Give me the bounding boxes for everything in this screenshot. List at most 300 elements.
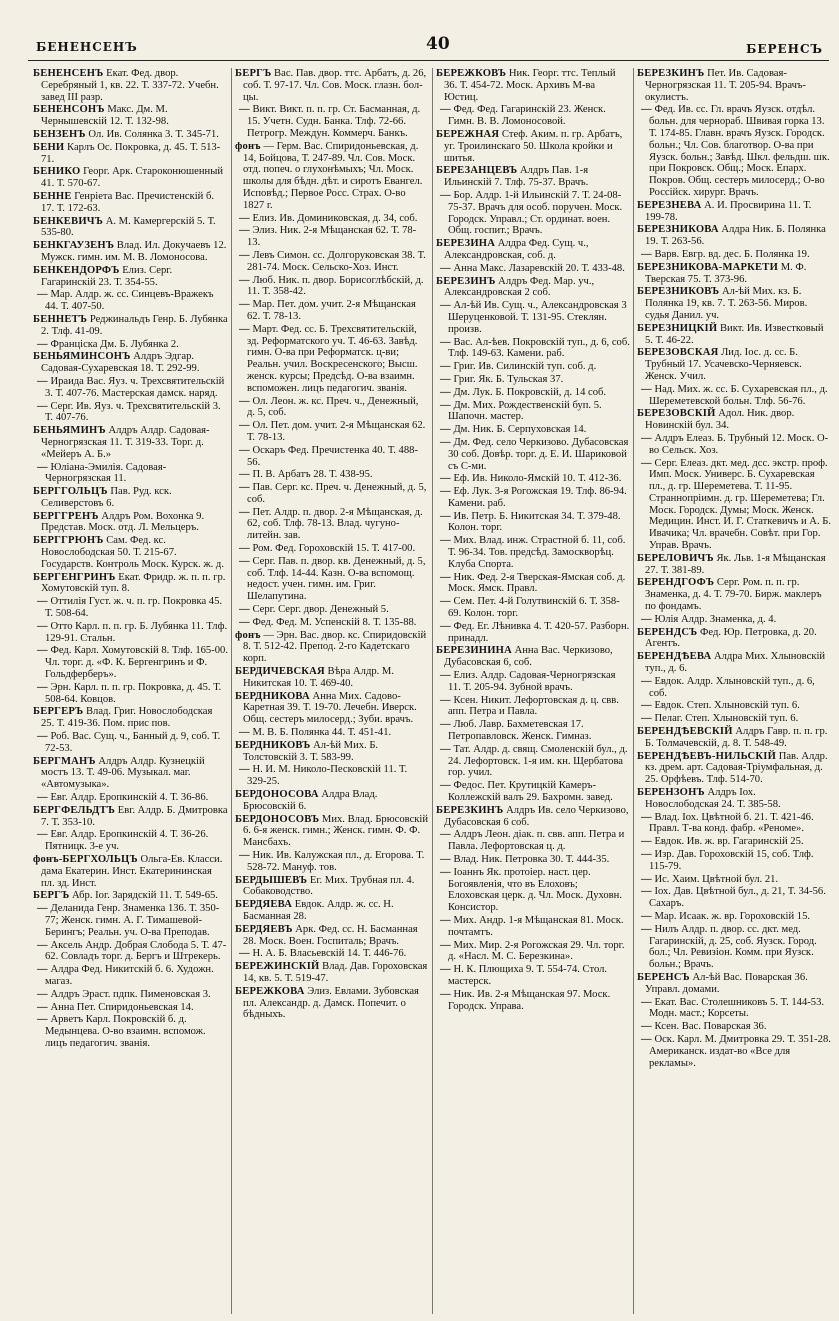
entry-details: Вас. Пав. двор. ттс. Арбатъ, д. 26, соб. Т. 97-17. Чл. Сов. Моск. глазн. бол-цы. [243,68,427,103]
directory-entry [637,627,831,651]
directory-entry [637,972,831,996]
directory-entry [637,911,831,923]
directory-entry [235,68,429,103]
entry-surname: — [239,395,250,407]
entry-surname: — [239,850,250,861]
entry-surname: БЕРГГРЕНЪ [33,510,99,522]
entry-surname: БЕРЕЗИНИНА [436,645,512,657]
entry-surname: — [440,486,451,498]
directory-entry [235,740,429,764]
entry-details: Н. А. Б. Власьевскій 14. Т. 446-76. [252,948,407,960]
entry-surname: — [641,849,652,860]
entry-details: Алдра Ник. Б. Полянка 19. Т. 263-56. [645,224,826,248]
directory-entry [33,792,228,804]
entry-surname: БЕРГЕНГРИНЪ [33,571,116,583]
entry-surname: — [239,420,250,432]
directory-entry [33,142,228,166]
entry-details: Пет. Ив. Садовая-Черногрязская 11. Т. 205-94. Врачъ-окулистъ. [645,68,806,103]
entry-surname: — [239,212,250,224]
entry-surname: — [641,910,652,922]
entry-surname: БЕРЕЗНИКОВЪ [637,286,720,298]
directory-entry [436,719,630,743]
entry-surname: — [440,743,451,755]
directory-entry [235,899,429,923]
entry-details: Арк. Фед. сс. Н. Басманная 28. Моск. Воен. Госпиталь; Врачъ. [243,923,418,947]
entry-surname: — [239,948,250,960]
directory-entry [637,713,831,725]
entry-details: Влад. Іох. Цвѣтной б. 21. Т. 421-46. Правл. Т-ва конд. фабр. «Реноме». [649,811,814,835]
directory-entry [235,104,429,139]
entry-surname: — [641,713,652,725]
directory-entry [637,553,831,577]
entry-surname: — [440,104,451,116]
entry-surname: — [641,1033,652,1045]
entry-details: Адол. Ник. двор. Новинскій бул. 34. [645,408,795,432]
entry-details: М. Ф. Тверская 75. Т. 373-96. [645,261,807,285]
entry-details: Юліана-Эмилія. Садовая-Черногрязская 11. [45,461,167,485]
entry-details: Карлъ Ос. Покровка, д. 45. Т. 513-71. [41,141,221,165]
entry-surname: — [440,620,451,632]
directory-entry [235,924,429,948]
page-header [28,30,829,64]
entry-surname: — [37,596,48,608]
entry-details: Алдра Фед. Никитскій б. 6. Художн. магаз. [45,964,214,987]
directory-entry [235,275,429,299]
entry-surname: — [239,543,250,555]
directory-entry [33,104,228,128]
directory-entry [235,482,429,506]
entry-details: Мих. Мир. 2-я Рогожская 29. Чл. торг. д. «Насл. М. С. Березкина». [448,939,625,963]
directory-entry [33,265,228,289]
entry-surname: — [440,670,451,682]
directory-entry [436,695,630,719]
entry-details: Левъ Симон. сс. Долгоруковская 38. Т. 281-74. Моск. Сельско-Хоз. Инст. [247,249,426,273]
entry-details: Фед. Ег. Лѣнивка 4. Т. 420-57. Разборн. принадл. [448,620,630,644]
entry-surname: БЕРДНИКОВЪ [235,739,311,751]
directory-entry [235,764,429,788]
directory-entry [33,682,228,706]
entry-details: Тат. Алдр. д. свящ. Смоленскій бул., д. 24. Лефортовск. 1-я им. кн. Щербатова гор. учил. [448,743,628,779]
entry-surname: БЕРЕЛОВИЧЪ [637,552,714,564]
header-rule [28,60,829,61]
directory-entry [436,511,630,535]
entry-surname: БЕНЬЯМИНЪ [33,425,106,437]
entry-details: Над. Мих. ж. сс. Б. Сухаревская пл., д. Шереметевской больн. Тлф. 56-76. [649,383,828,407]
directory-entry [33,854,228,889]
directory-entry [436,424,630,436]
directory-column-4 [633,68,834,1314]
entry-details: Нилъ Алдр. п. двор. сс. дкт. мед. Гагаринскій, д. 25, соб. Яузск. Город. бол.; Чл. Ревизіон. Комм. при Яузск. больн.; Врачъ. [649,923,817,971]
directory-entry [33,940,228,964]
directory-entry [436,437,630,472]
directory-entry [637,68,831,103]
entry-details: Серг. Серг. двор. Денежный 5. [252,604,389,616]
entry-surname: БЕРЕЗКИНЪ [436,804,504,816]
directory-entry [33,621,228,645]
entry-surname: — [239,299,250,311]
entry-details: Евдок. Степ. Хлыновскій туп. 6. [654,700,800,712]
entry-surname: — [440,510,451,522]
entry-surname: БЕННЕ [33,190,72,202]
directory-entry [33,129,228,141]
entry-surname: БЕРДОНОСОВА [235,789,319,801]
directory-entry [436,621,630,645]
entry-surname: — [641,996,652,1008]
entry-surname: — [440,719,451,731]
entry-details: Еф. Лук. 3-я Рогожская 19. Тлф. 86-94. Камени. раб. [448,486,627,509]
entry-details: Элиз. Евлами. Зубовская пл. Александр. д. Дамск. Попечит. о бѣдныхъ. [243,985,419,1021]
entry-details: Элиз. Ник. 2-я Мѣщанская 62. Т. 78-13. [247,225,417,249]
directory-entry [637,1034,831,1069]
entry-surname: БЕРГГРЮНЪ [33,535,104,547]
entry-surname: — [440,300,451,312]
directory-entry [235,396,429,420]
entry-details: Як. Льв. 1-я Мѣщанская 27. Т. 381-89. [645,552,826,576]
directory-entry [637,924,831,971]
entry-details: Алдръ Эдгар. Садовая-Сухаревская 18. Т. 292-99. [41,351,200,375]
entry-details: Екат. Фридр. ж. п. п. гр. Хомутовскій туп. 8. [41,571,226,595]
entry-surname: — [641,675,652,687]
entry-surname: — [37,1001,48,1013]
entry-details: Мар. Пет. дом. учит. 2-я Мѣщанская 62. Т. 78-13. [247,299,416,322]
directory-entry [436,535,630,570]
directory-entry [637,458,831,552]
entry-surname: — [440,424,451,436]
entry-surname: — [440,780,451,792]
entry-details: Ираида Вас. Яуз. ч. Трехсвятительскій 3. Т. 407-76. Мастерская дамск. наряд. [45,375,225,399]
entry-details: Оскаръ Фед. Пречистенка 40. Т. 488-56. [247,444,418,468]
entry-details: Алдра Мих. Хлыновскій туп., д. 6. [645,651,826,675]
directory-entry [235,420,429,444]
directory-entry [436,780,630,804]
entry-surname: — [239,225,250,237]
entry-surname: БЕРЕЗИНА [436,238,496,250]
entry-surname: — [440,596,451,608]
entry-details: П. В. Арбатъ 28. Т. 438-95. [252,469,373,481]
directory-entry [637,262,831,286]
entry-details: Ал-ѣй Ив. Сущ. ч., Александровская 3 Шеруценковой. Т. 131-95. Стеклян. произв. [448,300,627,335]
entry-details: Оск. Карл. М. Дмитровка 29. Т. 351-28. Американск. издат-во «Все для рекламы». [649,1033,831,1069]
directory-entry [436,374,630,386]
entry-details: Іоаннъ Як. протоіер. наст. цер. Богоявленія, что въ Елоховъ; Елоховская церк. д. Чл. Моск. Духовн. Консистор. [448,866,622,914]
directory-entry [33,989,228,1001]
entry-details: — Эрн. Вас. двор. кс. Спиридовскій 8. Т. 512-42. Препод. 2-го Кадетскаго корп. [243,629,427,665]
entry-details: Серг. Елеаз. дкт. мед. дсс. экстр. проф. Имп. Моск. Универс. Б. Сухаревская пл., д. гр. Шереметева. Т. 11-95. Страннопріимн. д. гр. Шереметева; Гл. Моск. Городск. Думы; Моск. Женск. Медицин. Инст. И. Г. Статкевичъ и А. Б. Ивачика; Чл. врачебн. Совѣт. при Гор. Управ. Врачъ. [649,457,831,552]
directory-entry [436,238,630,262]
entry-surname: — [440,386,451,398]
directory-entry [637,676,831,700]
entry-surname: — [239,482,250,494]
entry-surname: БЕРГГОЛЬЦЪ [33,486,108,498]
directory-columns [30,68,834,1314]
directory-entry [33,191,228,215]
entry-details: Екат. Фед. двор. Серебряный 1, кв. 22. Т. 337-72. Учебн. завед III разр. [41,68,219,103]
entry-details: Влад. Ник. Петровка 30. Т. 444-35. [453,854,610,865]
entry-details: Пелаг. Степ. Хлыновскій туп. 6. [654,713,799,725]
directory-entry [436,940,630,964]
entry-details: Мих. Влад. инж. Страстной б. 11, соб. Т. 96-34. Тов. предсѣд. Замоскворѣц. Клуба Спорта. [448,535,626,570]
entry-surname: — [440,866,451,878]
directory-entry [637,812,831,836]
directory-entry [33,216,228,240]
entry-surname: — [641,248,652,260]
directory-entry [436,854,630,866]
directory-entry [637,577,831,612]
entry-details: Ол. Ив. Солянка 3. Т. 345-71. [88,128,219,140]
entry-surname: — [641,700,652,712]
entry-surname: БЕРЕНДѢЕВЪ-НИЛЬСКІЙ [637,750,777,762]
directory-entry [436,276,630,300]
entry-details: Сам. Фед. кс. Новослободская 50. Т. 215-67. Государств. Контроль Моск. Курск. ж. д. [41,535,224,570]
entry-surname: — [641,886,652,898]
entry-details: Федос. Пет. Крутицкій Камеръ-Коллежскій валъ 29. Бахромн. завед. [448,780,613,804]
directory-entry [235,948,429,960]
entry-surname: БЕРГЕРЪ [33,706,84,718]
directory-entry [33,645,228,680]
directory-entry [436,486,630,510]
directory-entry [235,617,429,629]
entry-surname: БЕРДНИКОВА [235,690,310,702]
directory-entry [235,507,429,542]
entry-surname: — [239,104,250,116]
entry-details: Дм. Мих. Рождественскій буп. 5. Шапочн. мастер. [448,399,602,423]
entry-surname: — [641,383,652,395]
entry-surname: — [37,681,48,693]
entry-surname: БЕРЕЗКИНЪ [637,68,705,79]
entry-details: Пет. Алдр. п. двор. 2-я Мѣщанская, д. 62, соб. Тлф. 78-13. Влад. чугуно-литейн. зав. [247,506,423,542]
entry-surname: БЕРЕНДСЪ [637,626,698,638]
directory-entry [33,964,228,988]
directory-entry [436,473,630,485]
entry-surname: — [37,964,48,976]
directory-entry [436,645,630,669]
entry-surname: БЕРГМАНЪ [33,755,96,767]
entry-details: Алдръ Ив. село Черкизово, Дубасовская 6 соб. [444,804,629,828]
entry-details: Францiска Дм. Б. Лубянка 2. [50,338,179,350]
entry-surname: — [239,249,250,261]
entry-surname: БЕРЕЗОВСКАЯ [637,347,719,359]
directory-entry [436,337,630,361]
entry-details: Анна Пет. Спиридоньевская 14. [50,1001,194,1013]
directory-entry [33,351,228,375]
entry-surname: БЕРЕЖНАЯ [436,128,500,140]
entry-surname: — [440,189,451,201]
entry-surname: БЕРГЪ [33,890,70,902]
entry-surname: — [37,461,48,473]
directory-entry [235,543,429,555]
entry-surname: — [440,473,451,485]
entry-surname: — [440,361,451,373]
entry-surname: БЕРЕЗНИКОВА-МАРКЕТИ [637,261,779,273]
entry-details: Алдръ Алдр. Кузнецкій мостъ 13. Т. 49-06. Музыкал. маг. «Автомузыка». [41,755,205,791]
entry-surname: — [440,571,451,583]
entry-details: Екат. Вас. Столешниковъ 5. Т. 144-53. Модн. маст.; Корсеты. [649,996,825,1020]
entry-surname: — [440,914,451,926]
directory-entry [436,361,630,373]
entry-details: Ис. Хаим. Цвѣтной бул. 21. [654,873,779,885]
entry-details: Эрн. Карл. п. п. гр. Покровка, д. 45. Т. 508-64. Ковцов. [45,681,222,705]
entry-details: Варв. Евгр. вд. дес. Б. Полянка 19. [654,248,810,260]
entry-details: Ник. Ив. Калужская пл., д. Егорова. Т. 528-72. Мануф. тов. [247,850,425,873]
entry-details: А. И. Просвирина 11. Т. 199-78. [645,199,812,223]
entry-details: Евг. Алдр. Б. Дмитровка 7. Т. 353-10. [41,804,228,828]
entry-surname: — [440,939,451,951]
entry-details: А. М. Камергерскій 5. Т. 535-80. [41,215,216,239]
directory-entry [637,787,831,811]
entry-surname: — [37,903,48,915]
entry-surname: БЕНКЕВИЧЪ [33,215,104,227]
running-head-left: БЕНЕНСЕНЪ [36,40,138,54]
entry-details: Мар. Алдр. ж. сс. Синцевъ-Вражекъ 44. Т. 407-50. [45,289,214,313]
directory-entry [436,915,630,939]
entry-details: Евдок. Алдр. Хлыновскій туп., д. 6, соб. [649,675,815,699]
entry-details: Влад. Ил. Докучаевъ 12. Мужск. гимн. им. М. В. Ломоносова. [41,240,227,263]
entry-details: Арветъ Карл. Покровскій б. д. Медынцева. О-во взаимн. вспомож. лицъ педагогич. званія. [45,1014,206,1049]
entry-details: Ег. Мих. Трубная пл. 4. Собаководство. [243,874,415,898]
entry-details: Викт. Викт. п. п. гр. Ст. Басманная, д. 15. Учетн. Судн. Банка. Тлф. 72-66. Петрогр. Междун. Коммерч. Банкъ. [247,104,421,139]
directory-entry [235,789,429,813]
entry-surname: — [440,373,451,385]
entry-surname: — [37,731,48,743]
directory-entry [33,68,228,103]
entry-surname: — [37,939,48,951]
directory-entry [436,300,630,335]
entry-surname: — [440,336,451,348]
entry-details: Серг. Ив. Яуз. ч. Трехсвятительскій 3. Т. 407-76. [45,400,221,424]
entry-surname: — [239,616,250,628]
entry-surname: БЕНКГАУЗЕНЪ [33,240,115,252]
entry-details: М. В. Б. Полянка 44. Т. 451-41. [252,727,392,739]
directory-entry [436,400,630,424]
entry-surname: — [239,506,250,518]
directory-entry [637,726,831,750]
entry-surname: — [641,1021,652,1033]
directory-entry [436,263,630,275]
entry-surname: БЕРЕНСЪ [637,971,690,983]
entry-details: Ольга-Ев. Класси. дама Екатерин. Инст. Екатерининская пл. зд. Инст. [41,854,223,889]
entry-details: Евдок. Алдр. ж. сс. Н. Басманная 28. [243,899,394,922]
entry-surname: БЕНИ [33,141,65,153]
entry-details: Ал-ѣй Вас. Поварская 36. Управл. домами. [645,971,808,995]
entry-surname: — [239,274,250,286]
entry-surname: БЕРЕЗОВСКІЙ [637,408,716,420]
directory-entry [33,756,228,791]
entry-surname: БЕРЕНДѢЕВА [637,651,712,663]
entry-surname: фонъ [235,140,261,152]
entry-surname: БЕНИКО [33,166,81,178]
entry-surname: — [440,262,451,274]
entry-details: Ром. Фед. Гороховскій 15. Т. 417-00. [252,543,416,555]
directory-entry [33,903,228,938]
directory-entry [637,104,831,198]
directory-entry [436,829,630,853]
entry-surname: — [641,104,652,116]
directory-column-2 [231,68,432,1314]
entry-details: Алдръ Ром. Вохонка 9. Представ. Моск. отд. Л. Мельцеръ. [41,510,205,534]
directory-entry [436,572,630,596]
directory-entry [436,964,630,988]
entry-details: Н. И. М. Николо-Песковскій 11. Т. 329-25. [247,764,408,788]
entry-details: Март. Фед. сс. Б. Трехсвятительскій, зд. Реформатского уч. Т. 46-63. Завѣд. гимн. О-ва при Реформатск. ц-ви; Реальн. учил. Воскресенского; Высш. женск. курсы; Предсѣд. О-ва взаимн. вспоможен. лицъ педагогич. званія. [247,323,418,394]
directory-entry [33,805,228,829]
entry-surname: БЕРДЯЕВЪ [235,923,293,935]
entry-details: Деланида Генр. Знаменка 136. Т. 350-77; Женск. гимн. А. Г. Тимашевой-Берингъ; Реальн. уч. О-ва Преподав. [45,903,220,938]
entry-details: — Герм. Вас. Спиридоньевская, д. 14, Бойцова, Т. 247-89. Чл. Сов. Моск. отд. попеч. о глухонѣмыхъ; Чл. Моск. школы для бѣдн. дѣт. и сиротъ Евангел. Исповѣд.; Первое Росс. Страх. О-во 1827 г. [243,140,423,211]
directory-entry [33,314,228,338]
entry-details: Викт. Ив. Известковый 5. Т. 46-22. [645,322,824,346]
directory-entry [637,200,831,224]
entry-details: Стеф. Аким. п. гр. Арбатъ, уг. Троилинскаго 50. Школа кройки и шитья. [444,128,623,164]
entry-details: Вѣра Алдр. М. Никитская 10. Т. 469-40. [243,666,395,689]
entry-surname: — [440,829,451,841]
entry-surname: — [37,620,48,632]
entry-details: Роб. Вас. Сущ. ч., Банный д. 9, соб. Т. 72-53. [45,731,221,754]
entry-surname: БЕРЕЗНИКОВА [637,224,719,236]
entry-details: Алдръ Пав. 1-я Ильинскій 7. Тлф. 75-37. Врачъ. [444,165,589,189]
directory-entry [637,323,831,347]
entry-details: Пав. Руд. кск. Селиверстовъ 6. [41,486,172,509]
directory-entry [33,462,228,486]
entry-details: Пав. Серг. кс. Преч. ч. Денежный, д. 5, соб. [247,482,427,505]
directory-entry [436,68,630,103]
running-head-right: БЕРЕНСЪ [746,42,823,56]
entry-details: Григ. Як. Б. Тульская 37. [453,373,564,385]
entry-details: Серг. Пав. п. двор. кв. Денежный, д. 5, соб. Тлф. 14-44. Казн. О-ва вспомощ. недост. учен. гимн. им. Григ. Шелапутина. [247,555,426,603]
directory-entry [33,240,228,264]
directory-entry [637,408,831,432]
entry-details: Пав. Алдр. кз. дрем. арт. Садовая-Тріумфальная, д. 25. Орфѣевъ. Тлф. 514-70. [645,750,828,786]
entry-details: Ксен. Никит. Лефортовская д. ц. свв. апп. Петра и Павла. [448,694,619,718]
directory-entry [235,691,429,726]
directory-entry [637,384,831,408]
directory-entry [235,630,429,665]
entry-details: Люб. Ник. п. двор. Борисоглѣбскій, д. 11. Т. 358-42. [247,274,424,298]
entry-details: Алдръ Елеаз. Б. Трубный 12. Моск. О-во Сельск. Хоз. [649,432,829,456]
entry-details: Ол. Пет. дом. учит. 2-я Мѣщанская 62. Т. 78-13. [247,420,426,443]
entry-surname: — [239,727,250,739]
entry-surname: БЕНЗЕНЪ [33,128,86,140]
entry-surname: БЕРДОНОСОВЪ [235,813,320,825]
entry-surname: — [440,399,451,411]
directory-entry [235,469,429,481]
directory-entry [637,700,831,712]
directory-entry [637,347,831,382]
entry-details: Генріета Вас. Пречистенскій б. 17. Т. 172-63. [41,190,215,214]
entry-surname: БЕРЕЖИНСКІЙ [235,961,320,973]
directory-entry [637,849,831,873]
directory-entry [33,425,228,460]
entry-surname: БЕРЕЗНИЦКІЙ [637,322,718,334]
entry-surname: — [641,873,652,885]
directory-entry [235,250,429,274]
entry-details: Анна Мих. Садово-Каретная 39. Т. 19-70. Лечебн. Иверск. Общ. сестеръ милосерд.; Зуби. врачъ. [243,690,417,726]
directory-entry [235,445,429,469]
entry-details: Мар. Исаак. ж. вр. Гороховскій 15. [654,910,811,922]
entry-details: Абр. Іог. Зарядскій 11. Т. 549-65. [72,890,218,902]
directory-entry [33,890,228,902]
entry-surname: — [37,400,48,412]
directory-entry [33,1014,228,1049]
entry-surname: БЕРГЪ [235,68,272,79]
entry-surname: БЕРЕЗИНЪ [436,275,496,287]
entry-surname: БЕННЕТЪ [33,313,88,325]
directory-entry [33,535,228,570]
entry-details: Фед. Юр. Петровка, д. 20. Агентъ. [645,626,817,650]
entry-details: Евдок. Ив. ж. вр. Гагаринскій 25. [654,836,804,848]
entry-details: Дм. Фед. село Черкизово. Дубасовская 30 соб. Довѣр. торг. д. Е. И. Шариковой съ С-ми. [448,436,629,472]
directory-entry [33,376,228,400]
entry-details: Аксель Андр. Добрая Слобода 5. Т. 47-62. Совладъ торг. д. Бергъ и Штрекерь. [45,939,227,963]
